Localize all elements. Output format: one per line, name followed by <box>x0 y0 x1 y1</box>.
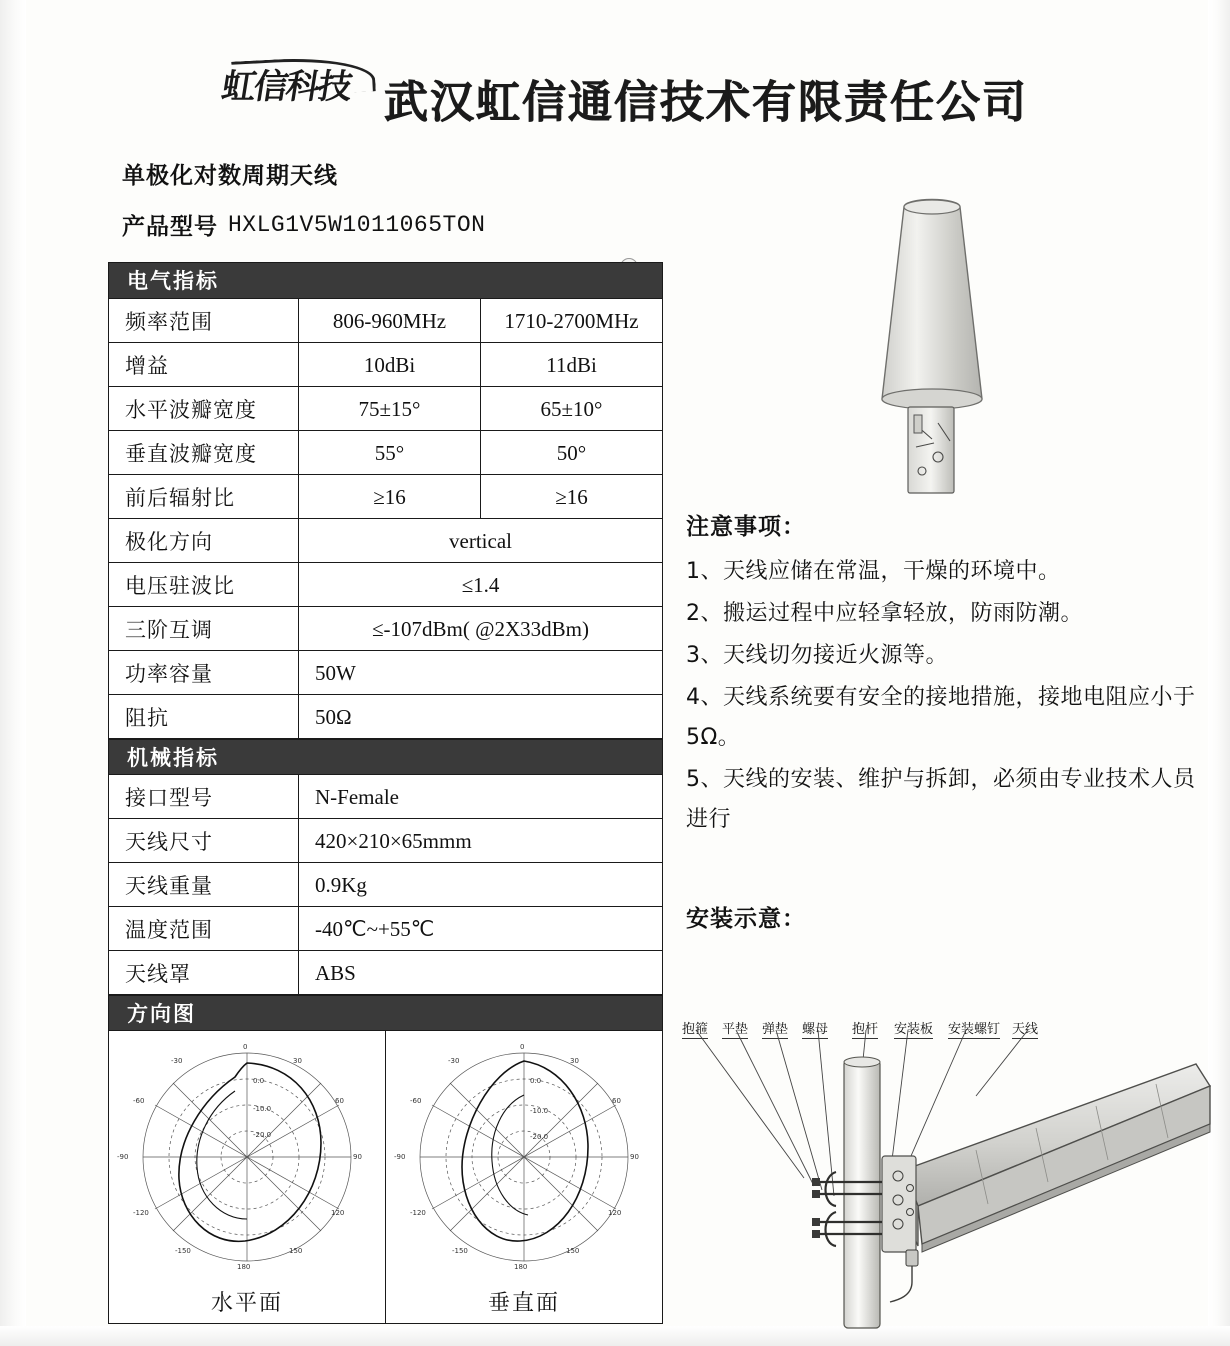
vertical-polar-plot-icon <box>394 1039 654 1274</box>
table-row <box>109 387 662 431</box>
svg-text:-120: -120 <box>410 1209 426 1217</box>
company-name: 武汉虹信通信技术有限责任公司 <box>384 77 1028 128</box>
svg-text:30: 30 <box>570 1057 579 1065</box>
specification-table <box>108 262 663 1324</box>
callout-label: 安装螺钉 <box>948 1018 1000 1039</box>
row-value-band1: 75±15° <box>299 387 481 430</box>
pattern-section-header: 方向图 <box>109 995 662 1031</box>
page-title: 单极化对数周期天线 <box>122 163 338 189</box>
callout-label: 螺母 <box>802 1018 828 1039</box>
table-row <box>109 299 662 343</box>
callout-label: 平垫 <box>722 1018 748 1039</box>
row-value: ≤-107dBm( @2X33dBm) <box>372 616 589 641</box>
table-row <box>109 863 662 907</box>
row-value: 50W <box>315 660 356 685</box>
table-row <box>109 651 662 695</box>
callout-label: 天线 <box>1012 1018 1038 1039</box>
svg-text:0.0: 0.0 <box>253 1077 265 1085</box>
list-item: 2、搬运过程中应轻拿轻放，防雨防潮。 <box>686 601 1083 626</box>
row-value-band1: 806-960MHz <box>299 299 481 342</box>
pattern-diagrams <box>109 1031 662 1323</box>
svg-text:-60: -60 <box>133 1097 145 1105</box>
svg-text:-30: -30 <box>171 1057 183 1065</box>
row-value-band1: 10dBi <box>299 343 481 386</box>
table-row <box>109 475 662 519</box>
row-value: N-Female <box>315 784 399 809</box>
table-row <box>109 907 662 951</box>
row-label: 天线尺寸 <box>109 819 299 862</box>
row-value-band2: 50° <box>556 440 587 465</box>
callout-label: 安装板 <box>894 1018 933 1039</box>
svg-text:180: 180 <box>237 1263 251 1271</box>
svg-text:-90: -90 <box>117 1153 129 1161</box>
svg-text:90: 90 <box>353 1153 362 1161</box>
row-label: 电压驻波比 <box>109 563 299 606</box>
row-label: 天线重量 <box>109 863 299 906</box>
document-header <box>0 28 1230 128</box>
svg-text:120: 120 <box>608 1209 622 1217</box>
list-item: 3、天线切勿接近火源等。 <box>686 643 948 668</box>
svg-text:150: 150 <box>566 1247 580 1255</box>
svg-text:-60: -60 <box>410 1097 422 1105</box>
svg-text:-150: -150 <box>452 1247 468 1255</box>
table-row <box>109 563 662 607</box>
vertical-pattern-box <box>386 1031 662 1323</box>
row-label: 频率范围 <box>109 299 299 342</box>
model-label: 产品型号 <box>122 214 218 240</box>
row-label: 三阶互调 <box>109 607 299 650</box>
row-label: 温度范围 <box>109 907 299 950</box>
row-value: ABS <box>315 960 356 985</box>
electrical-section-header: 电气指标 <box>109 263 662 299</box>
row-label: 接口型号 <box>109 775 299 818</box>
row-value-band2: 11dBi <box>546 352 597 377</box>
table-row <box>109 951 662 995</box>
table-row <box>109 819 662 863</box>
row-label: 增益 <box>109 343 299 386</box>
list-item: 1、天线应储在常温，干燥的环境中。 <box>686 559 1061 584</box>
row-value-band1: 55° <box>299 431 481 474</box>
svg-text:-30: -30 <box>448 1057 460 1065</box>
table-row <box>109 343 662 387</box>
row-value: -40℃~+55℃ <box>315 916 435 941</box>
row-value-band2: 65±10° <box>540 396 603 421</box>
svg-text:180: 180 <box>514 1263 528 1271</box>
svg-text:30: 30 <box>293 1057 302 1065</box>
row-value: 50Ω <box>315 704 352 729</box>
horizontal-polar-plot-icon <box>117 1039 377 1274</box>
svg-text:-10.0: -10.0 <box>530 1107 549 1115</box>
svg-text:-90: -90 <box>394 1153 406 1161</box>
row-value: 420×210×65mmm <box>315 828 472 853</box>
horizontal-pattern-box <box>109 1031 386 1323</box>
svg-text:-10.0: -10.0 <box>253 1105 272 1113</box>
mechanical-section-header: 机械指标 <box>109 739 662 775</box>
callout-label: 弹垫 <box>762 1018 788 1039</box>
row-label: 功率容量 <box>109 651 299 694</box>
horizontal-pattern-caption: 水平面 <box>210 1291 283 1316</box>
svg-text:60: 60 <box>335 1097 344 1105</box>
row-label: 天线罩 <box>109 951 299 994</box>
svg-text:0.0: 0.0 <box>530 1077 542 1085</box>
install-diagram <box>676 1000 1216 1330</box>
row-label: 垂直波瓣宽度 <box>109 431 299 474</box>
company-logo: 虹信科技 <box>219 69 354 106</box>
row-label: 极化方向 <box>109 519 299 562</box>
list-item: 5、天线的安装、维护与拆卸，必须由专业技术人员进行 <box>686 767 1196 832</box>
vertical-pattern-caption: 垂直面 <box>487 1291 560 1316</box>
svg-text:-20.0: -20.0 <box>530 1133 549 1141</box>
svg-text:-20.0: -20.0 <box>253 1131 272 1139</box>
row-value-band1: ≥16 <box>299 475 481 518</box>
row-value-band2: 1710-2700MHz <box>504 308 639 333</box>
scan-edge-left <box>0 0 26 1346</box>
callout-label: 抱箍 <box>682 1018 708 1039</box>
svg-text:-150: -150 <box>175 1247 191 1255</box>
callout-label: 抱杆 <box>852 1018 878 1039</box>
svg-text:120: 120 <box>331 1209 345 1217</box>
table-row <box>109 695 662 739</box>
row-label: 水平波瓣宽度 <box>109 387 299 430</box>
install-title: 安装示意： <box>686 906 806 932</box>
row-label: 前后辐射比 <box>109 475 299 518</box>
row-value: ≤1.4 <box>461 572 500 597</box>
svg-text:150: 150 <box>289 1247 303 1255</box>
row-value: vertical <box>449 528 512 553</box>
svg-text:-120: -120 <box>133 1209 149 1217</box>
notes-list <box>686 552 1206 842</box>
table-row <box>109 519 662 563</box>
row-value: 0.9Kg <box>315 872 367 897</box>
model-value: HXLG1V5W1011065TON <box>228 211 486 238</box>
table-row <box>109 775 662 819</box>
svg-text:90: 90 <box>630 1153 639 1161</box>
svg-text:60: 60 <box>612 1097 621 1105</box>
antenna-product-photo <box>842 185 1032 505</box>
list-item: 4、天线系统要有安全的接地措施，接地电阻应小于5Ω。 <box>686 685 1196 750</box>
model-row <box>122 208 485 241</box>
svg-text:0: 0 <box>243 1043 248 1051</box>
table-row <box>109 431 662 475</box>
svg-text:0: 0 <box>520 1043 525 1051</box>
row-value-band2: ≥16 <box>555 484 588 509</box>
table-row <box>109 607 662 651</box>
row-label: 阻抗 <box>109 695 299 738</box>
notes-title: 注意事项： <box>686 514 806 540</box>
